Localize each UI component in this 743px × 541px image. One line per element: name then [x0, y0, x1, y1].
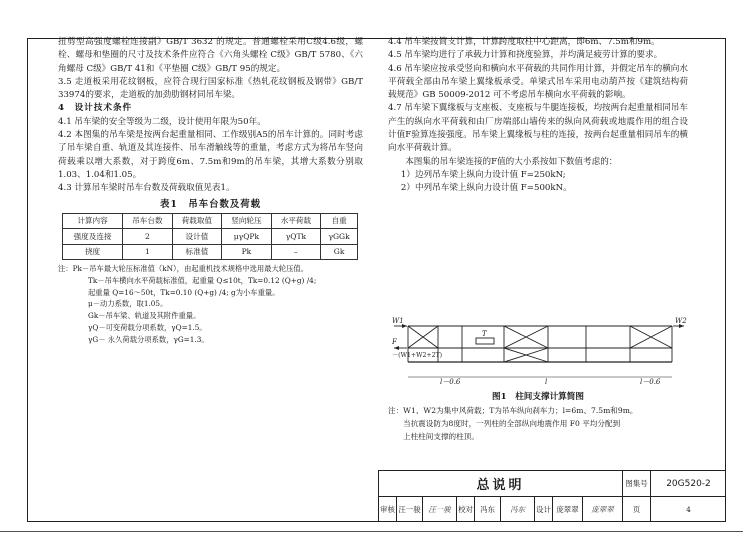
page-label: 页 — [623, 497, 651, 522]
note-line: 起重量 Q=16～50t，Tk=0.10 (Q+g) /4; g为小车重量。 — [88, 287, 280, 297]
table-cell: γGGk — [321, 229, 358, 245]
f-label: F — [392, 338, 397, 346]
table-title: 表1 吊车台数及荷载 — [160, 198, 261, 210]
title-block — [378, 470, 725, 521]
bottom-rule — [0, 531, 743, 532]
f-formula: －(W1+W2+2T) — [392, 352, 443, 359]
table-cell: 2 — [123, 229, 173, 245]
paragraph-4-4: 4.4 吊车梁按简支计算，计算跨度取柱中心距离，即6m、7.5m和9m。 — [388, 37, 660, 47]
table-header-cell: 竖向轮压 — [222, 213, 272, 229]
table-cell: Gk — [321, 244, 358, 260]
table-cell: 设计值 — [172, 229, 222, 245]
paragraph-4-1: 4.1 吊车梁的安全等级为二级，设计使用年限为50年。 — [58, 116, 266, 127]
page-number: 4 — [686, 505, 691, 514]
checker-signature: 冯东 — [501, 497, 535, 522]
figure-note-line: 注：W1、W2为集中风荷载；T为吊车纵向刹车力；l=6m、7.5m和9m。 — [388, 406, 638, 415]
table-row — [63, 244, 358, 260]
paragraph-bolts: 扭剪型高强度螺栓连接副》GB/T 3632 的规定。普通螺栓采用C级4.6级，螺栓、螺母和垫圈的尺寸及技术条件应符合《六角头螺栓 C级》GB/T 5780、《六角螺母 C级》GB/T 41和《平垫圈 C级》GB/T 95的规定。 — [58, 37, 363, 74]
table-cell: 标准值 — [172, 244, 222, 260]
atlas-code-label: 图集号 — [623, 471, 651, 497]
span-mid-label: l — [545, 378, 548, 385]
table-header-cell: 荷载取值 — [172, 213, 222, 229]
note-line: μ－动力系数，取1.05。 — [88, 299, 168, 309]
signature-row — [379, 497, 726, 522]
table-cell: μγQPk — [222, 229, 272, 245]
designer-name: 庞翠翠 — [553, 497, 583, 522]
w2-label: W2 — [675, 317, 687, 325]
table-cell: Pk — [222, 244, 272, 260]
paragraph-4-7: 4.7 吊车梁下翼缘板与支座板、支座板与牛腿连接板，均按两台起重量相同吊车产生的纵向水平荷载和由厂房端部山墙传来的纵向风荷载或地震作用的组合设计值F验算连接强度。吊车梁上翼缘板与柱的连接，按两台起重量相同吊车的横向水平荷载计算。 — [388, 103, 688, 154]
note-line: γQ－可变荷载分项系数，γQ=1.5。 — [88, 322, 207, 332]
paragraph-3-5: 3.5 走道板采用花纹钢板，应符合现行国家标准《热轧花纹钢板及钢带》GB/T 33974的要求，走道板的加劲肋钢材同吊车梁。 — [58, 76, 363, 101]
figure-note — [388, 404, 688, 443]
note-line: Tk－吊车横向水平荷载标准值，起重量 Q≤10t，Tk=0.12 (Q+g) /4; — [88, 276, 317, 286]
atlas-code: 20G520-2 — [651, 471, 726, 497]
table-header-cell: 自重 — [321, 213, 358, 229]
bracing-diagram — [390, 315, 690, 385]
t-label: T — [482, 330, 487, 338]
drawing-title: 总说明 — [379, 471, 623, 497]
span-right-label: l－0.6 — [640, 378, 661, 385]
paragraph-4-6: 4.6 吊车梁应按承受竖向和横向水平荷载的共同作用计算，并假定吊车的横向水平荷载全部由吊车梁上翼缘板承受。单梁式吊车采用电动葫芦按《建筑结构荷载规范》GB 50009-2012 可不考虑吊车横向水平荷载的影响。 — [388, 63, 688, 101]
w1-label: W1 — [392, 317, 404, 325]
note-line: 注：Pk－吊车最大轮压标准值（kN），由起重机技术规格中选用最大轮压值。 — [58, 264, 308, 274]
table-header-cell: 计算内容 — [63, 213, 123, 229]
check-label: 校对 — [457, 497, 475, 522]
reviewer-signature: 汪一骏 — [423, 497, 457, 522]
right-column — [388, 36, 688, 196]
left-column — [58, 36, 363, 345]
design-label: 设计 — [535, 497, 553, 522]
table-header-cell: 吊车台数 — [123, 213, 173, 229]
paragraph-4-3: 4.3 计算吊车梁时吊车台数及荷载取值见表1。 — [58, 183, 235, 194]
figure-note-line: 当抗震设防为8度时，一列柱的全部纵向地震作用 F0 平均分配到 — [403, 419, 621, 428]
paragraph-4-2: 4.2 本图集的吊车梁是按两台起重量相同、工作级别A5的吊车计算的。同时考虑了吊车梁自重、轨道及其连接件、吊车滑触线等的重量，考虑方式为将吊车竖向荷载乘以增大系数，对于跨度6m、7.5m和9m的吊车梁，其增大系数分别取1.03、1.04和1.05。 — [58, 130, 363, 180]
section-heading-4: 4 设计技术条件 — [58, 103, 133, 114]
table-header-row — [63, 213, 358, 229]
crane-trolley — [476, 338, 494, 344]
designer-signature: 庞翠翠 — [583, 497, 623, 522]
span-left-label: l－0.6 — [440, 378, 461, 385]
note-line: γG－ 永久荷载分项系数，γG=1.3。 — [88, 334, 209, 344]
table-cell: 1 — [123, 244, 173, 260]
table-header-cell: 水平荷载 — [271, 213, 321, 229]
table-row — [63, 229, 358, 245]
figure-caption: 图1 柱间支撑计算简图 — [492, 392, 584, 402]
review-label: 审核 — [379, 497, 397, 522]
table-cell: 强度及连接 — [63, 229, 123, 245]
note-line: Gk－吊车梁、轨道及其附件重量。 — [88, 311, 201, 321]
crane-load-table — [62, 213, 358, 261]
table-cell: 挠度 — [63, 244, 123, 260]
paragraph-f-middle: 2）中列吊车梁上纵向力设计值 F=500kN。 — [400, 183, 572, 194]
table-cell: γQTk — [271, 229, 321, 245]
checker-name: 冯东 — [475, 497, 501, 522]
arrow-head — [394, 346, 399, 350]
reviewer-name: 汪一骏 — [397, 497, 423, 522]
table-cell: – — [271, 244, 321, 260]
paragraph-4-5: 4.5 吊车梁均进行了承载力计算和挠度验算，并均满足疲劳计算的要求。 — [388, 50, 663, 61]
paragraph-f-side: 1）边列吊车梁上纵向力设计值 F=250kN; — [400, 169, 566, 180]
table-notes — [58, 263, 363, 345]
paragraph-f-values: 本图集的吊车梁连接的F值的大小系按如下数值考虑的： — [405, 156, 618, 167]
figure-note-line: 上柱柱间支撑的柱顶。 — [403, 432, 479, 441]
